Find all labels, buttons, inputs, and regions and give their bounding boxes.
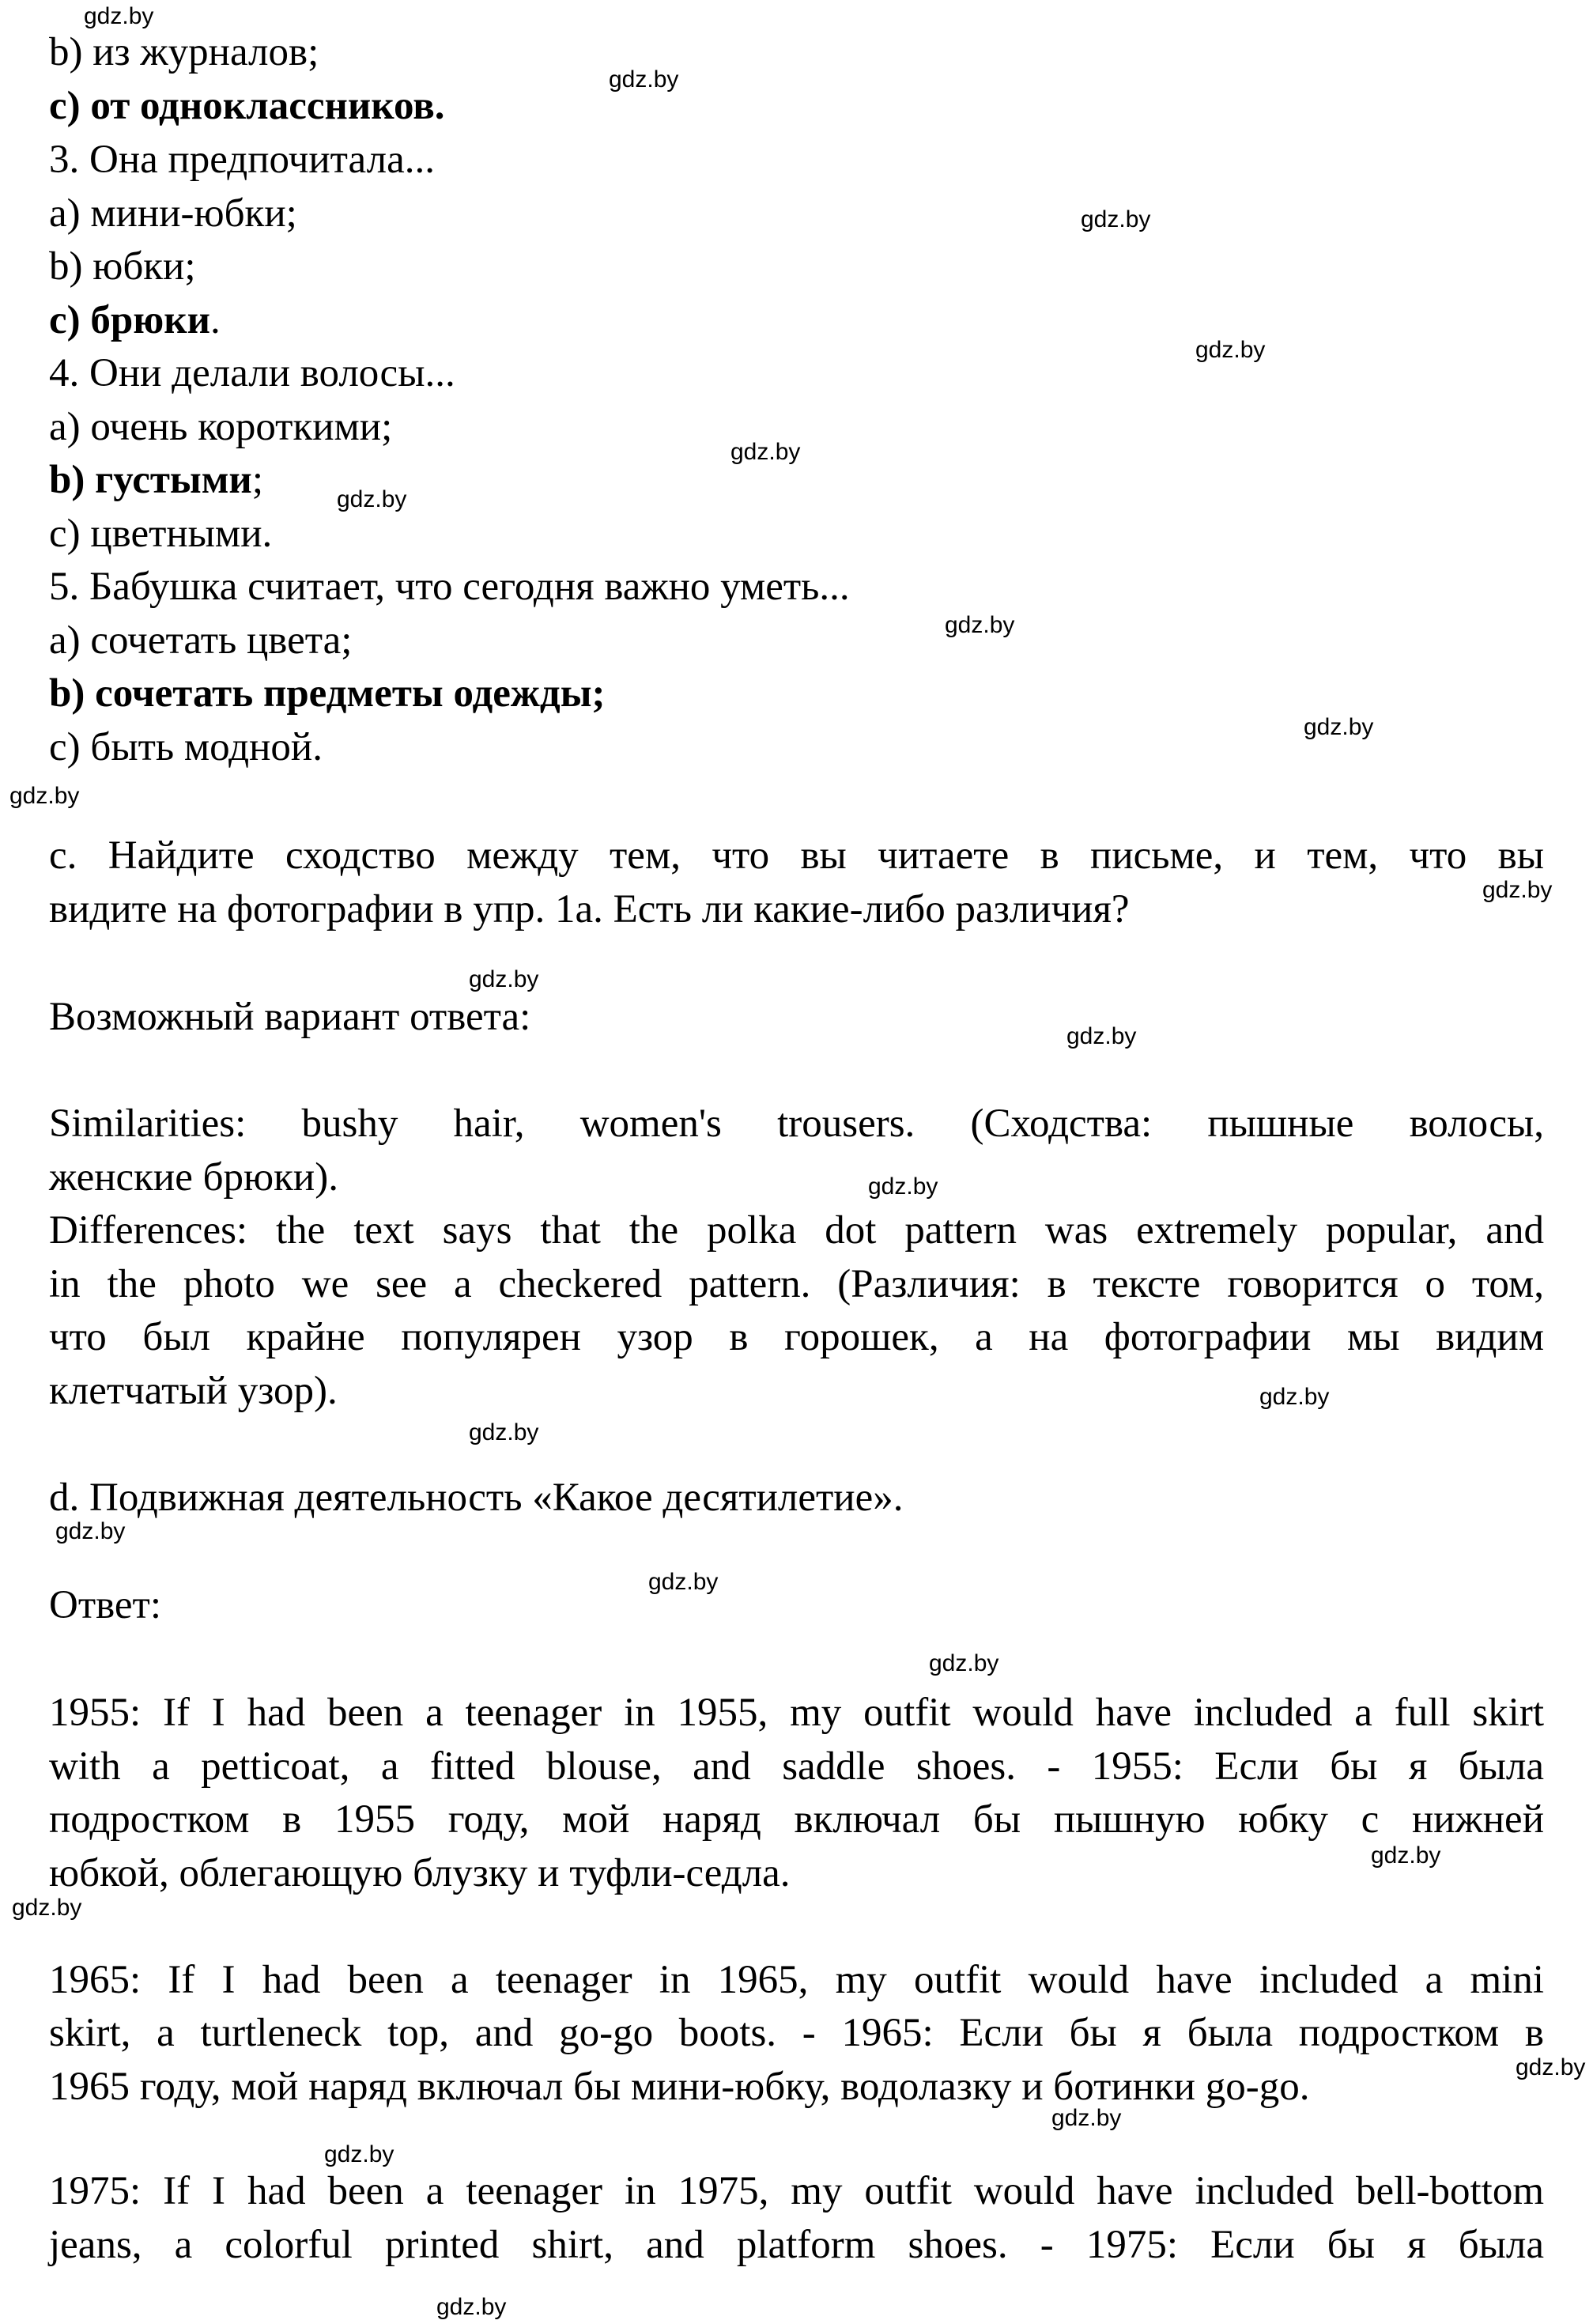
watermark: gdz.by: [609, 66, 679, 93]
answer-1955-line-4: юбкой, облегающую блузку и туфли-седла.: [49, 1851, 791, 1895]
watermark: gdz.by: [337, 486, 407, 512]
q4-option-c: c) цветными.: [49, 512, 273, 556]
watermark: gdz.by: [1195, 337, 1266, 363]
watermark: gdz.by: [945, 612, 1015, 638]
watermark: gdz.by: [469, 1419, 539, 1445]
task-c-prompt-line-1: c. Найдите сходство между тем, что вы читаете в письме, и тем, что вы: [49, 833, 1544, 878]
q4-option-b: [49, 456, 263, 504]
watermark: gdz.by: [12, 1895, 82, 1921]
watermark: gdz.by: [1482, 877, 1553, 903]
watermark: gdz.by: [1259, 1384, 1330, 1410]
watermark: gdz.by: [1051, 2105, 1122, 2131]
watermark: gdz.by: [648, 1569, 719, 1595]
answer-1965-line-1: 1965: If I had been a teenager in 1965, my outfit would have included a mini: [49, 1958, 1544, 2002]
task-d-title: d. Подвижная деятельность «Какое десятилетие».: [49, 1476, 904, 1520]
differences-line-4: клетчатый узор).: [49, 1369, 338, 1413]
differences-line-2: in the photo we see a checkered pattern. (Различия: в тексте говорится о том,: [49, 1262, 1544, 1306]
task-d-answer-label: Ответ:: [49, 1583, 161, 1627]
answer-1965-line-3: 1965 году, мой наряд включал бы мини-юбку, водолазку и ботинки go-go.: [49, 2065, 1310, 2109]
q3-option-c: [49, 297, 221, 344]
watermark: gdz.by: [929, 1650, 999, 1676]
watermark: gdz.by: [1304, 714, 1374, 740]
similarities-line-2: женские брюки).: [49, 1155, 338, 1200]
watermark: gdz.by: [436, 2294, 507, 2320]
differences-line-1: Differences: the text says that the polka dot pattern was extremely popular, and: [49, 1208, 1544, 1253]
answer-1975-line-2: jeans, a colorful printed shirt, and platform shoes. - 1975: Если бы я была: [49, 2223, 1544, 2267]
watermark: gdz.by: [55, 1518, 126, 1544]
q5-option-b-answer: b) сочетать предметы одежды;: [49, 671, 606, 716]
watermark: gdz.by: [1516, 2054, 1586, 2080]
task-c-answer-label: Возможный вариант ответа:: [49, 995, 531, 1039]
watermark: gdz.by: [469, 966, 539, 992]
q5-question: 5. Бабушка считает, что сегодня важно уметь...: [49, 565, 850, 609]
q2-option-b: b) из журналов;: [49, 30, 319, 74]
q3-option-b: b) юбки;: [49, 244, 196, 289]
q4-option-b-tail: ;: [251, 458, 263, 502]
q3-option-c-tail: .: [210, 298, 221, 342]
differences-line-3: что был крайне популярен узор в горошек, а на фотографии мы видим: [49, 1315, 1544, 1359]
q5-option-c: c) быть модной.: [49, 725, 323, 769]
answer-1955-line-3: подростком в 1955 году, мой наряд включал бы пышную юбку с нижней: [49, 1797, 1544, 1842]
answer-1955-line-2: with a petticoat, a fitted blouse, and saddle shoes. - 1955: Если бы я была: [49, 1744, 1544, 1789]
watermark: gdz.by: [730, 439, 801, 465]
answer-1975-line-1: 1975: If I had been a teenager in 1975, my outfit would have included bell-bottom: [49, 2169, 1544, 2213]
watermark: gdz.by: [1371, 1842, 1441, 1869]
task-c-prompt-line-2: видите на фотографии в упр. 1а. Есть ли какие-либо различия?: [49, 887, 1130, 931]
watermark: gdz.by: [324, 2141, 394, 2167]
watermark: gdz.by: [1081, 206, 1151, 232]
watermark: gdz.by: [1066, 1023, 1137, 1049]
q3-question: 3. Она предпочитала...: [49, 138, 435, 182]
q3-option-a: а) мини-юбки;: [49, 191, 297, 236]
answer-1965-line-2: skirt, a turtleneck top, and go-go boots. - 1965: Если бы я была подростком в: [49, 2011, 1544, 2055]
answer-1955-line-1: 1955: If I had been a teenager in 1955, my outfit would have included a full skirt: [49, 1691, 1544, 1735]
q4-option-a: а) очень короткими;: [49, 405, 393, 449]
q3-option-c-answer: c) брюки: [49, 298, 210, 342]
watermark: gdz.by: [84, 3, 154, 29]
q2-option-c-answer: c) от одноклассников.: [49, 84, 445, 128]
watermark: gdz.by: [9, 783, 80, 809]
q5-option-a: а) сочетать цвета;: [49, 618, 353, 663]
q4-option-b-answer: b) густыми: [49, 458, 252, 502]
similarities-line-1: Similarities: bushy hair, women's trousers. (Сходства: пышные волосы,: [49, 1102, 1544, 1146]
q4-question: 4. Они делали волосы...: [49, 351, 455, 395]
watermark: gdz.by: [868, 1173, 938, 1200]
